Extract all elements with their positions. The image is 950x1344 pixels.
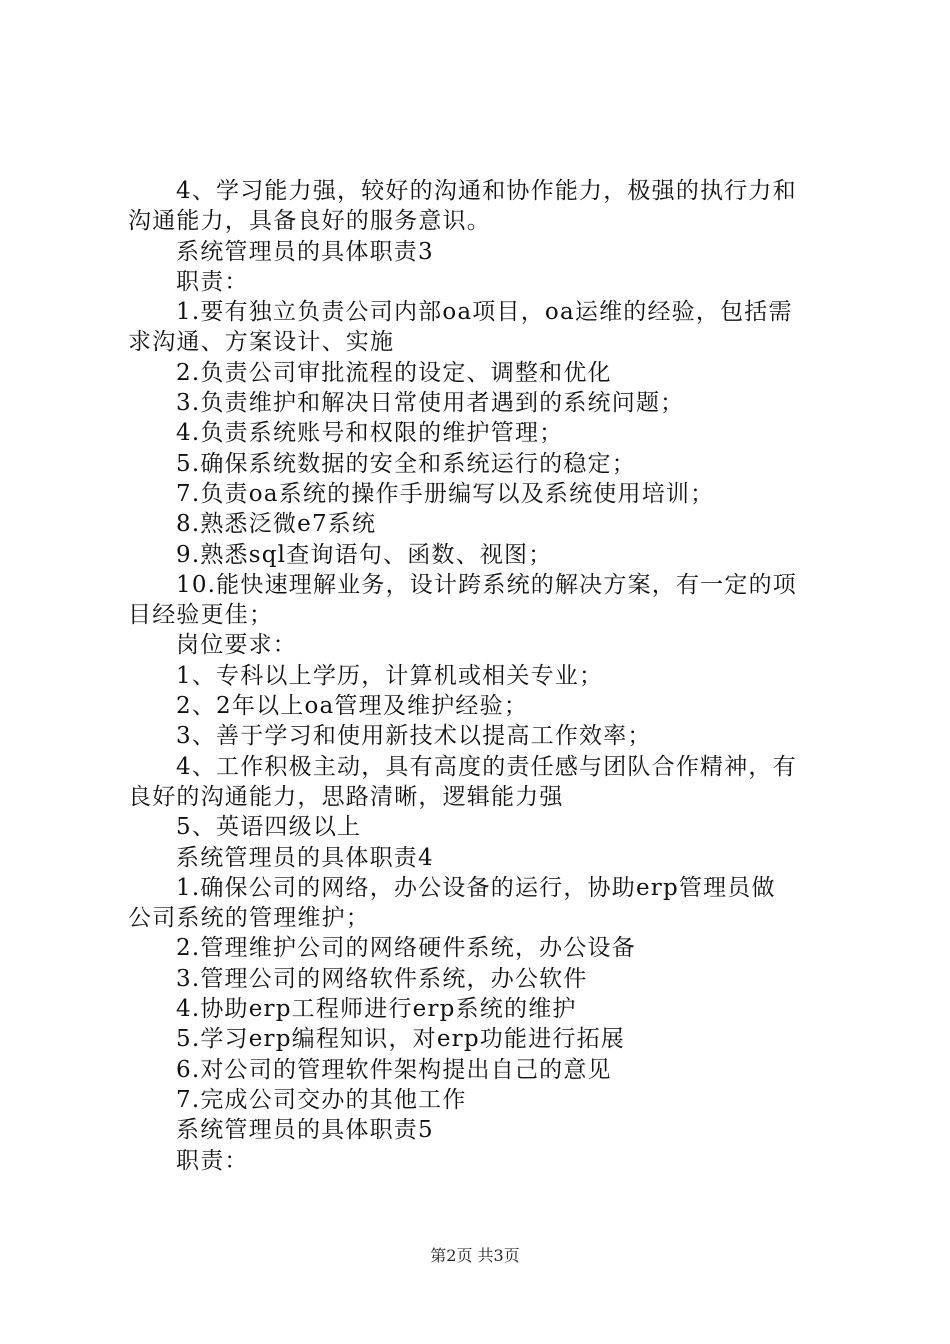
text-line: 3、善于学习和使用新技术以提高工作效率； <box>176 723 652 750</box>
text-line: 1.要有独立负责公司内部oa项目，oa运维的经验，包括需 <box>176 299 793 326</box>
text-line: 岗位要求： <box>176 632 297 659</box>
text-line: 10.能快速理解业务，设计跨系统的解决方案，有一定的项 <box>176 571 797 598</box>
text-line: 3.管理公司的网络软件系统，办公软件 <box>176 965 588 992</box>
text-line: 职责： <box>176 268 249 295</box>
text-line: 系统管理员的具体职责4 <box>176 844 434 871</box>
text-line: 1.确保公司的网络，办公设备的运行，协助erp管理员做 <box>176 874 776 901</box>
text-line: 2.负责公司审批流程的设定、调整和优化 <box>176 359 612 386</box>
text-line: 公司系统的管理维护； <box>128 905 370 932</box>
text-line: 3.负责维护和解决日常使用者遇到的系统问题； <box>176 390 685 417</box>
text-line: 9.熟悉sql查询语句、函数、视图； <box>176 541 553 568</box>
text-line: 7.完成公司交办的其他工作 <box>176 1086 467 1113</box>
text-line: 2、2年以上oa管理及维护经验； <box>176 693 529 720</box>
text-line: 系统管理员的具体职责3 <box>176 238 434 265</box>
text-line: 5、英语四级以上 <box>176 814 362 841</box>
text-line: 求沟通、方案设计、实施 <box>128 329 395 356</box>
text-line: 8.熟悉泛微e7系统 <box>176 511 377 538</box>
text-line: 5.确保系统数据的安全和系统运行的稳定； <box>176 450 636 477</box>
text-line: 4、工作积极主动，具有高度的责任感与团队合作精神，有 <box>176 753 797 780</box>
text-line: 2.管理维护公司的网络硬件系统，办公设备 <box>176 935 636 962</box>
text-line: 4.负责系统账号和权限的维护管理； <box>176 420 564 447</box>
text-line: 5.学习erp编程知识，对erp功能进行拓展 <box>176 1026 626 1053</box>
text-line: 4、学习能力强，较好的沟通和协作能力，极强的执行力和 <box>176 178 797 204</box>
text-line: 1、专科以上学历，计算机或相关专业； <box>176 662 604 689</box>
text-line: 良好的沟通能力，思路清晰，逻辑能力强 <box>128 783 564 810</box>
text-line: 7.负责oa系统的操作手册编写以及系统使用培训； <box>176 480 715 507</box>
document-body <box>128 176 828 1176</box>
text-line: 目经验更佳； <box>128 602 274 629</box>
text-line: 沟通能力，具备良好的服务意识。 <box>128 208 491 235</box>
text-line: 职责： <box>176 1147 249 1174</box>
text-line: 6.对公司的管理软件架构提出自己的意见 <box>176 1056 612 1083</box>
page-footer: 第2页 共3页 <box>430 1246 520 1265</box>
text-line: 系统管理员的具体职责5 <box>176 1117 434 1144</box>
text-line: 4.协助erp工程师进行erp系统的维护 <box>176 996 577 1023</box>
